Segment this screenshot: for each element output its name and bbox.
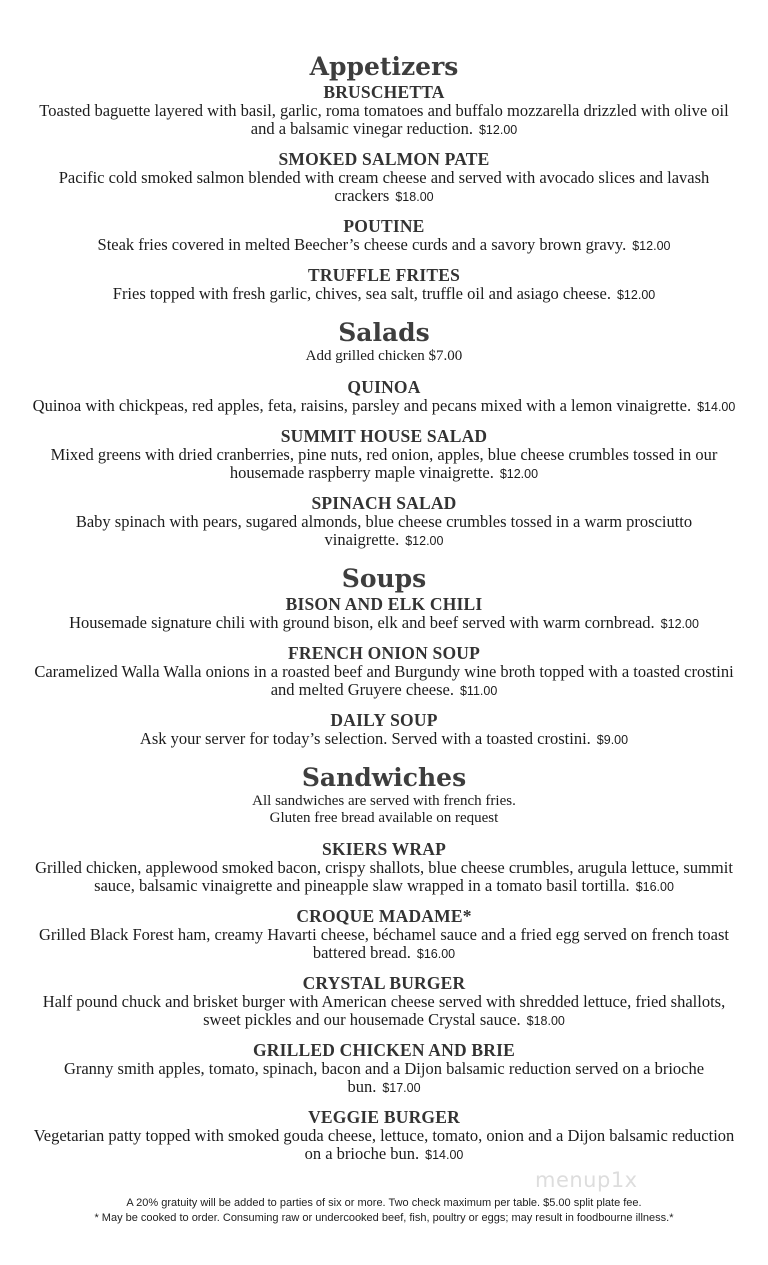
menu-item — [20, 594, 748, 633]
menu-item — [20, 493, 748, 550]
item-name: DAILY SOUP — [330, 710, 438, 730]
section-title: Salads — [338, 318, 430, 347]
menu-item — [20, 149, 748, 206]
menu-item — [20, 426, 748, 483]
menu-item — [20, 377, 748, 416]
menu-item — [20, 973, 748, 1030]
menu-item — [20, 710, 748, 749]
item-name: FRENCH ONION SOUP — [287, 643, 481, 663]
section-note: All sandwiches are served with french fries. — [252, 793, 516, 809]
menu-item — [20, 1107, 748, 1164]
item-description: Ask your server for today’s selection. Served with a toasted crostini. $9.00 — [139, 729, 629, 748]
section-salads — [20, 318, 748, 550]
menu-item — [20, 265, 748, 304]
menu — [20, 52, 748, 1164]
item-price: $12.00 — [478, 123, 518, 137]
item-price: $12.00 — [616, 288, 656, 302]
menu-item — [20, 906, 748, 963]
item-description: Housemade signature chili with ground bison, elk and beef served with warm cornbread. $12.00 — [69, 613, 699, 632]
footer-gratuity-note: A 20% gratuity will be added to parties of six or more. Two check maximum per table. $5.00 split plate fee. — [126, 1197, 642, 1209]
section-note: Add grilled chicken $7.00 — [305, 348, 463, 364]
item-description: Toasted baguette layered with basil, garlic, roma tomatoes and buffalo mozzarella drizzled with olive oil and a balsamic vinegar reduction. $12.00 — [39, 101, 729, 138]
item-name: CRYSTAL BURGER — [302, 973, 466, 993]
item-name: SUMMIT HOUSE SALAD — [280, 426, 488, 446]
item-description: Vegetarian patty topped with smoked gouda cheese, lettuce, tomato, onion and a Dijon balsamic reduction on a brioche bun. $14.00 — [33, 1126, 735, 1163]
section-note-gluten: Gluten free bread available on request — [269, 810, 499, 826]
watermark-logo: menup1x — [535, 1168, 638, 1192]
item-description: Granny smith apples, tomato, spinach, bacon and a Dijon balsamic reduction served on a brioche bun. $17.00 — [63, 1059, 705, 1096]
section-appetizers — [20, 52, 748, 304]
item-price: $9.00 — [596, 733, 629, 747]
item-description: Quinoa with chickpeas, red apples, feta, raisins, parsley and pecans mixed with a lemon vinaigrette. $14.00 — [32, 396, 736, 415]
item-name: TRUFFLE FRITES — [307, 265, 461, 285]
item-description: Mixed greens with dried cranberries, pine nuts, red onion, apples, blue cheese crumbles tossed in our housemade raspberry maple vinaigrette. $12.00 — [50, 445, 718, 482]
section-soups — [20, 564, 748, 749]
item-description: Caramelized Walla Walla onions in a roasted beef and Burgundy wine broth topped with a toasted crostini and melted Gruyere cheese. $11.00 — [34, 662, 734, 699]
menu-item — [20, 216, 748, 255]
item-price: $11.00 — [459, 684, 498, 698]
item-price: $18.00 — [526, 1014, 565, 1028]
item-name: GRILLED CHICKEN AND BRIE — [252, 1040, 515, 1060]
item-description: Steak fries covered in melted Beecher’s cheese curds and a savory brown gravy. $12.00 — [97, 235, 671, 254]
item-name: SMOKED SALMON PATE — [278, 149, 490, 169]
item-name: BRUSCHETTA — [323, 82, 445, 102]
item-description: Half pound chuck and brisket burger with American cheese served with shredded lettuce, fried shallots, sweet pickles and our housemade Crystal sauce. $18.00 — [42, 992, 726, 1029]
item-name: BISON AND ELK CHILI — [285, 594, 483, 614]
footer-consumption-warning: * May be cooked to order. Consuming raw or undercooked beef, fish, poultry or eggs; may result in foodbourne illness.* — [94, 1212, 674, 1224]
section-title: Sandwiches — [301, 763, 467, 792]
item-name: CROQUE MADAME* — [296, 906, 472, 926]
item-description: Grilled Black Forest ham, creamy Havarti cheese, béchamel sauce and a fried egg served on french toast battered bread. $16.00 — [39, 925, 729, 962]
menu-item — [20, 82, 748, 139]
section-title: Appetizers — [309, 52, 459, 81]
item-description: Fries topped with fresh garlic, chives, sea salt, truffle oil and asiago cheese. $12.00 — [112, 284, 656, 303]
menu-item — [20, 1040, 748, 1097]
item-price: $16.00 — [635, 880, 674, 894]
item-price: $12.00 — [499, 467, 539, 481]
item-price: $14.00 — [425, 1148, 464, 1162]
item-description: Grilled chicken, applewood smoked bacon, crispy shallots, blue cheese crumbles, arugula lettuce, summit sauce, balsamic vinaigrette and pineapple slaw wrapped in a tomato basil tortilla. $16.00 — [35, 858, 733, 895]
item-name: SPINACH SALAD — [311, 493, 457, 513]
menu-item — [20, 839, 748, 896]
section-title: Soups — [341, 564, 427, 593]
item-price: $12.00 — [660, 617, 699, 631]
item-description: Pacific cold smoked salmon blended with cream cheese and served with avocado slices and lavash crackers $18.00 — [58, 168, 710, 205]
item-price: $14.00 — [697, 400, 736, 414]
item-description: Baby spinach with pears, sugared almonds, blue cheese crumbles tossed in a warm prosciutto vinaigrette. $12.00 — [75, 512, 693, 549]
item-name: SKIERS WRAP — [322, 839, 446, 859]
menu-item — [20, 643, 748, 700]
item-price: $17.00 — [382, 1081, 421, 1095]
item-name: POUTINE — [343, 216, 425, 236]
item-price: $12.00 — [405, 534, 444, 548]
footer-notes — [0, 1196, 768, 1226]
item-price: $18.00 — [395, 190, 434, 204]
item-price: $12.00 — [632, 239, 671, 253]
section-sandwiches — [20, 763, 748, 1164]
item-name: QUINOA — [347, 377, 421, 397]
item-price: $16.00 — [416, 947, 456, 961]
item-name: VEGGIE BURGER — [308, 1107, 460, 1127]
